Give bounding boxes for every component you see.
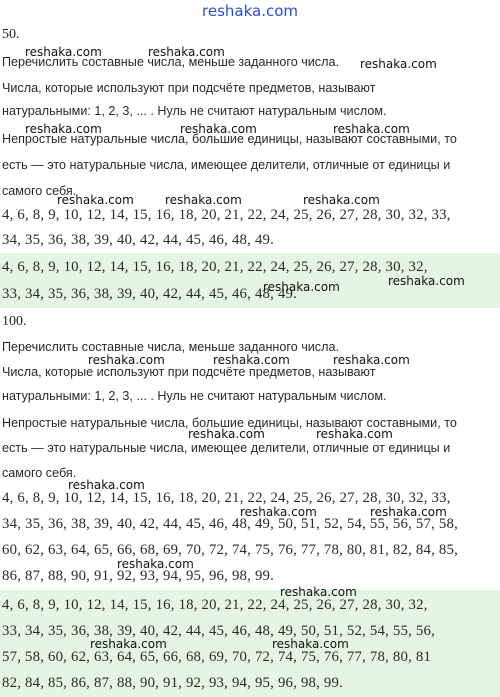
watermark: reshaka.com: [117, 557, 194, 571]
composite-list-line-2: 34, 35, 36, 38, 39, 40, 42, 44, 45, 46, 48, 49.: [2, 232, 275, 248]
composite-list-line-3: 60, 62, 63, 64, 65, 66, 68, 69, 70, 72, 74, 75, 76, 77, 78, 80, 81, 82, 84, 85,: [2, 542, 459, 558]
composite-list-line-1: 4, 6, 8, 9, 10, 12, 14, 15, 16, 18, 20, 21, 22, 24, 25, 26, 27, 28, 30, 32, 33,: [2, 207, 451, 223]
watermark: reshaka.com: [370, 505, 447, 519]
answer-line-2: 33, 34, 35, 36, 38, 39, 40, 42, 44, 45, 46, 48, 49, 50, 51, 52, 54, 55, 56,: [2, 623, 436, 639]
watermark: reshaka.com: [240, 505, 317, 519]
definition-composite-line-3: самого себя.: [2, 184, 77, 198]
composite-list-line-1: 4, 6, 8, 9, 10, 12, 14, 15, 16, 18, 20, 21, 22, 24, 25, 26, 27, 28, 30, 32, 33,: [2, 490, 451, 506]
composite-list-line-4: 86, 87, 88, 90, 91, 92, 93, 94, 95, 96, 98, 99.: [2, 568, 275, 584]
watermark: reshaka.com: [148, 45, 225, 59]
composite-list-line-2: 34, 35, 36, 38, 39, 40, 42, 44, 45, 46, 48, 49, 50, 51, 52, 54, 55, 56, 57, 58,: [2, 516, 459, 532]
watermark: reshaka.com: [272, 637, 349, 651]
watermark: reshaka.com: [180, 122, 257, 136]
definition-composite-line-1: Непростые натуральные числа, большие единицы, называют составными, то: [2, 416, 457, 430]
watermark: reshaka.com: [280, 585, 357, 599]
definition-composite-line-3: самого себя.: [2, 466, 77, 480]
definition-composite-line-2: есть — это натуральные числа, имеющее делители, отличные от единицы и: [2, 441, 451, 455]
watermark: reshaka.com: [263, 280, 340, 294]
watermark: reshaka.com: [165, 193, 242, 207]
site-title[interactable]: reshaka.com: [202, 2, 298, 20]
watermark: reshaka.com: [188, 427, 265, 441]
watermark: reshaka.com: [303, 193, 380, 207]
watermark: reshaka.com: [68, 478, 145, 492]
task-number-50: 50.: [2, 27, 20, 42]
definition-composite-line-2: есть — это натуральные числа, имеющее делители, отличные от единицы и: [2, 158, 451, 172]
definition-natural-line-2: натуральными: 1, 2, 3, ... . Нуль не считают натуральным числом.: [2, 104, 387, 118]
answer-line-3: 57, 58, 60, 62, 63, 64, 65, 66, 68, 69, 70, 72, 74, 75, 76, 77, 78, 80, 81: [2, 649, 432, 665]
watermark: reshaka.com: [57, 193, 134, 207]
definition-composite-line-1: Непростые натуральные числа, большие единицы, называют составными, то: [2, 132, 457, 146]
watermark: reshaka.com: [360, 57, 437, 71]
watermark: reshaka.com: [213, 353, 290, 367]
watermark: reshaka.com: [333, 353, 410, 367]
watermark: reshaka.com: [25, 45, 102, 59]
watermark: reshaka.com: [388, 274, 465, 288]
answer-line-4: 82, 84, 85, 86, 87, 88, 90, 91, 92, 93, 94, 95, 96, 98, 99.: [2, 675, 344, 691]
task-statement: Перечислить составные числа, меньше заданного числа.: [2, 340, 339, 354]
definition-natural-line-1: Числа, которые используют при подсчёте предметов, называют: [2, 365, 376, 379]
definition-natural-line-1: Числа, которые используют при подсчёте предметов, называют: [2, 81, 376, 95]
watermark: reshaka.com: [316, 427, 393, 441]
watermark: reshaka.com: [333, 122, 410, 136]
watermark: reshaka.com: [88, 353, 165, 367]
watermark: reshaka.com: [25, 122, 102, 136]
answer-line-1: 4, 6, 8, 9, 10, 12, 14, 15, 16, 18, 20, 21, 22, 24, 25, 26, 27, 28, 30, 32,: [2, 597, 428, 613]
task-number-100: 100.: [2, 314, 27, 329]
task-statement: Перечислить составные числа, меньше заданного числа.: [2, 55, 339, 69]
watermark: reshaka.com: [90, 637, 167, 651]
answer-line-1: 4, 6, 8, 9, 10, 12, 14, 15, 16, 18, 20, 21, 22, 24, 25, 26, 27, 28, 30, 32,: [2, 259, 428, 275]
definition-natural-line-2: натуральными: 1, 2, 3, ... . Нуль не считают натуральным числом.: [2, 389, 387, 403]
answer-line-2: 33, 34, 35, 36, 38, 39, 40, 42, 44, 45, 46, 48, 49.: [2, 286, 298, 302]
